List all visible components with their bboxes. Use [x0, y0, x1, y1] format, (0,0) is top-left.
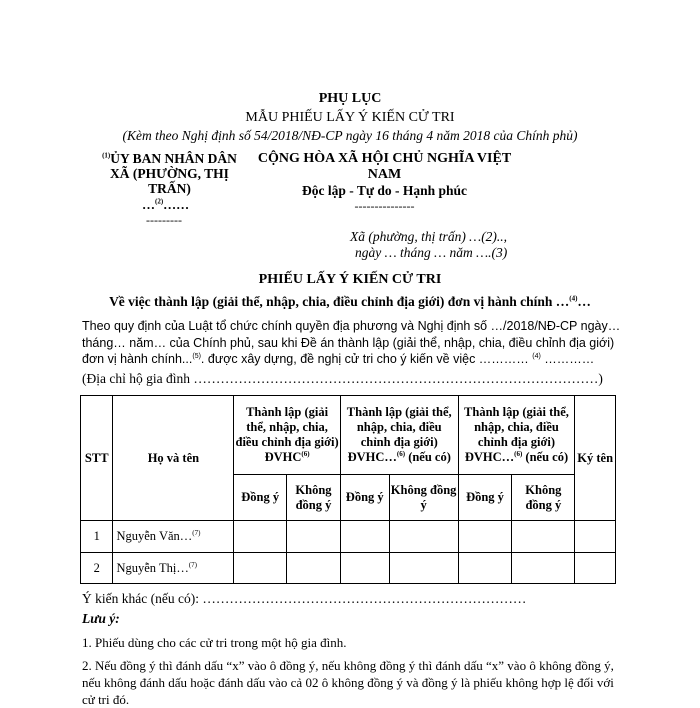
agree-cell[interactable]: [458, 553, 512, 584]
right-divider: ---------------: [354, 199, 415, 213]
row-number: 1: [81, 521, 113, 553]
disagree-cell[interactable]: [287, 521, 341, 553]
signature-cell[interactable]: [575, 521, 616, 553]
col-signature: Ký tên: [575, 396, 616, 521]
agree-header: Đồng ý: [234, 475, 287, 521]
agree-cell[interactable]: [458, 521, 512, 553]
col-group-1: Thành lập (giải thể, nhập, chia, điều chỉnh địa giới) ĐVHC$^{(6)}$: [234, 396, 341, 475]
left-divider: ---------: [146, 213, 182, 227]
voter-name: Nguyễn Văn…$^{(7)}$: [113, 521, 234, 553]
opinion-table: [80, 395, 616, 584]
appendix-title: PHỤ LỤC: [318, 91, 382, 106]
agree-header: Đồng ý: [340, 475, 389, 521]
intro-paragraph: Theo quy định của Luật tổ chức chính quyền địa phương và Nghị định số …/2018/NĐ-CP ngày… tháng… năm… của Chính phủ, sau khi Đề án thành lập (giải thể, nhập, chia, điều chỉnh địa giới) đơn vị hành chính...$^{(5)}$. được xây dựng, đề nghị cử tri cho ý kiến về việc ………… $^{(4)}$ …………: [82, 319, 621, 366]
disagree-cell[interactable]: [389, 553, 458, 584]
agree-header: Đồng ý: [458, 475, 512, 521]
voter-name: Nguyễn Thị…$^{(7)}$: [113, 553, 234, 584]
note-heading: Lưu ý:: [82, 611, 120, 626]
agree-cell[interactable]: [234, 521, 287, 553]
note-item-2: 2. Nếu đồng ý thì đánh dấu “x” vào ô đồng ý, nếu không đồng ý thì đánh dấu “x” vào ô không đồng ý, nếu không đánh dấu hoặc đánh dấu vào cả 02 ô không đồng ý và đồng ý là phiếu không hợp lệ đối với cử tri đó.: [82, 658, 614, 707]
disagree-cell[interactable]: [389, 521, 458, 553]
col-name: Họ và tên: [113, 396, 234, 521]
decree-reference: (Kèm theo Nghị định số 54/2018/NĐ-CP ngày 16 tháng 4 năm 2018 của Chính phủ): [122, 128, 578, 143]
agree-cell[interactable]: [340, 553, 389, 584]
place-line: Xã (phường, thị trấn) …(2)..,: [350, 229, 508, 244]
disagree-header: Không đồng ý: [512, 475, 575, 521]
disagree-cell[interactable]: [512, 553, 575, 584]
disagree-header: Không đồng ý: [389, 475, 458, 521]
national-title: CỘNG HÒA XÃ HỘI CHỦ NGHĨA VIỆT NAM: [257, 151, 512, 182]
agree-cell[interactable]: [234, 553, 287, 584]
col-stt: STT: [81, 396, 113, 521]
other-opinion-line: Ý kiến khác (nếu có): ………………………………………………………………: [82, 591, 527, 606]
row-number: 2: [81, 553, 113, 584]
disagree-header: Không đồng ý: [287, 475, 341, 521]
issuing-authority: $^{(1)}$ỦY BAN NHÂN DÂN XÃ (PHƯỜNG, THỊ TRẤN): [102, 151, 237, 196]
note-item-1: 1. Phiếu dùng cho các cử tri trong một hộ gia đình.: [82, 635, 347, 650]
table-header-row: [81, 396, 616, 475]
disagree-cell[interactable]: [287, 553, 341, 584]
col-group-2: Thành lập (giải thể, nhập, chia, điều chỉnh địa giới) ĐVHC…$^{(6)}$ (nếu có): [340, 396, 458, 475]
date-line: ngày … tháng … năm ….(3): [355, 245, 508, 260]
disagree-cell[interactable]: [512, 521, 575, 553]
household-address-line: (Địa chỉ hộ gia đình ………………………………………………………………………………): [82, 371, 603, 386]
table-row: [81, 553, 616, 584]
form-title: MẪU PHIẾU LẤY Ý KIẾN CỬ TRI: [245, 110, 455, 125]
table-row: [81, 521, 616, 553]
national-motto: Độc lập - Tự do - Hạnh phúc: [301, 183, 468, 198]
col-group-3: Thành lập (giải thể, nhập, chia, điều chỉnh địa giới) ĐVHC…$^{(6)}$ (nếu có): [458, 396, 575, 475]
signature-cell[interactable]: [575, 553, 616, 584]
unit-code: …$^{(2)}$……: [142, 197, 190, 212]
ballot-subject: Về việc thành lập (giải thể, nhập, chia, điều chỉnh địa giới) đơn vị hành chính …$^{(4)}$…: [109, 294, 591, 309]
ballot-title: PHIẾU LẤY Ý KIẾN CỬ TRI: [258, 272, 442, 287]
agree-cell[interactable]: [340, 521, 389, 553]
authority-name: ỦY BAN NHÂN DÂN XÃ (PHƯỜNG, THỊ TRẤN): [110, 151, 237, 196]
